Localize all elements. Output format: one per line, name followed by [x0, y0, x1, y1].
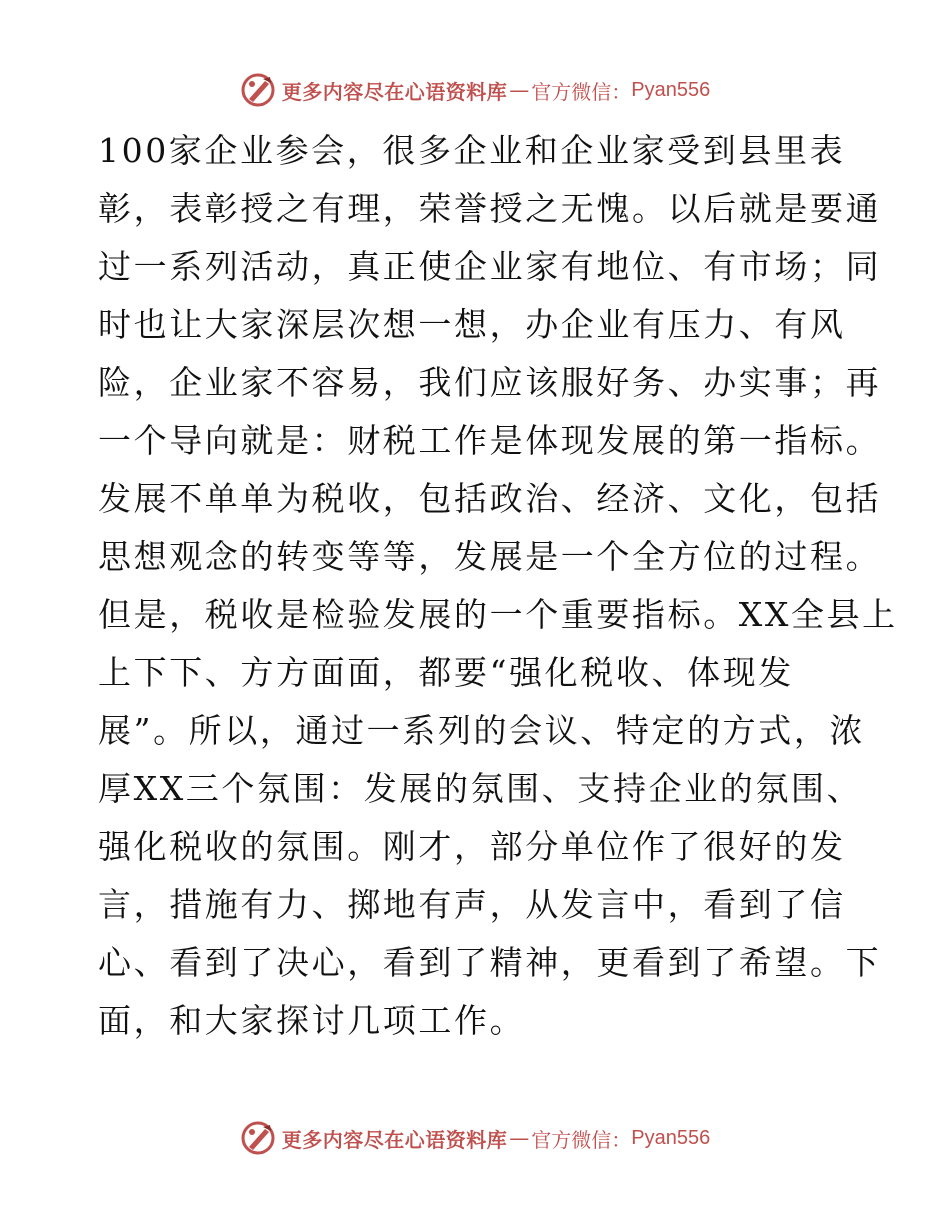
- text-line: 强化税收的氛围。刚才，部分单位作了很好的发: [98, 827, 846, 866]
- text-line: 发展不单单为税收，包括政治、经济、文化，包括: [98, 479, 882, 518]
- header-separator: —: [509, 78, 530, 102]
- text-line: 面，和大家探讨几项工作。: [98, 1001, 526, 1040]
- text-line: 心、看到了决心，看到了精神，更看到了希望。下: [98, 943, 882, 982]
- text-line: 厚XX三个氛围：发展的氛围、支持企业的氛围、: [98, 769, 863, 808]
- footer-separator: —: [509, 1126, 530, 1150]
- footer-brand-text: 更多内容尽在心语资料库: [281, 1127, 508, 1152]
- header-brand-text: 更多内容尽在心语资料库: [281, 79, 508, 104]
- text-line: 但是，税收是检验发展的一个重要指标。XX全县上: [98, 595, 898, 634]
- text-line: 思想观念的转变等等，发展是一个全方位的过程。: [98, 537, 882, 576]
- text-line: 彰，表彰授之有理，荣誉授之无愧。以后就是要通: [98, 189, 882, 228]
- header-wechat-label: 官方微信：: [531, 79, 632, 104]
- brand-logo-icon: [240, 72, 276, 108]
- text-line: 100家企业参会，很多企业和企业家受到县里表: [98, 131, 846, 170]
- footer-watermark: [0, 1118, 950, 1158]
- text-line: 言，措施有力、掷地有声，从发言中，看到了信: [98, 885, 846, 924]
- footer-wechat-label: 官方微信：: [531, 1127, 632, 1152]
- footer-wechat-handle: Pyan556: [631, 1126, 711, 1149]
- text-line: 一个导向就是：财税工作是体现发展的第一指标。: [98, 421, 882, 460]
- text-line: 过一系列活动，真正使企业家有地位、有市场；同: [98, 247, 882, 286]
- text-line: 上下下、方方面面，都要“强化税收、体现发: [98, 653, 794, 692]
- brand-logo-icon: [240, 1120, 276, 1156]
- body-text: [98, 122, 898, 1050]
- text-line: 险，企业家不容易，我们应该服好务、办实事；再: [98, 363, 882, 402]
- text-line: 时也让大家深层次想一想，办企业有压力、有风: [98, 305, 846, 344]
- header-watermark: [0, 70, 950, 110]
- text-line: 展”。所以，通过一系列的会议、特定的方式，浓: [98, 711, 866, 750]
- header-wechat-handle: Pyan556: [631, 78, 711, 101]
